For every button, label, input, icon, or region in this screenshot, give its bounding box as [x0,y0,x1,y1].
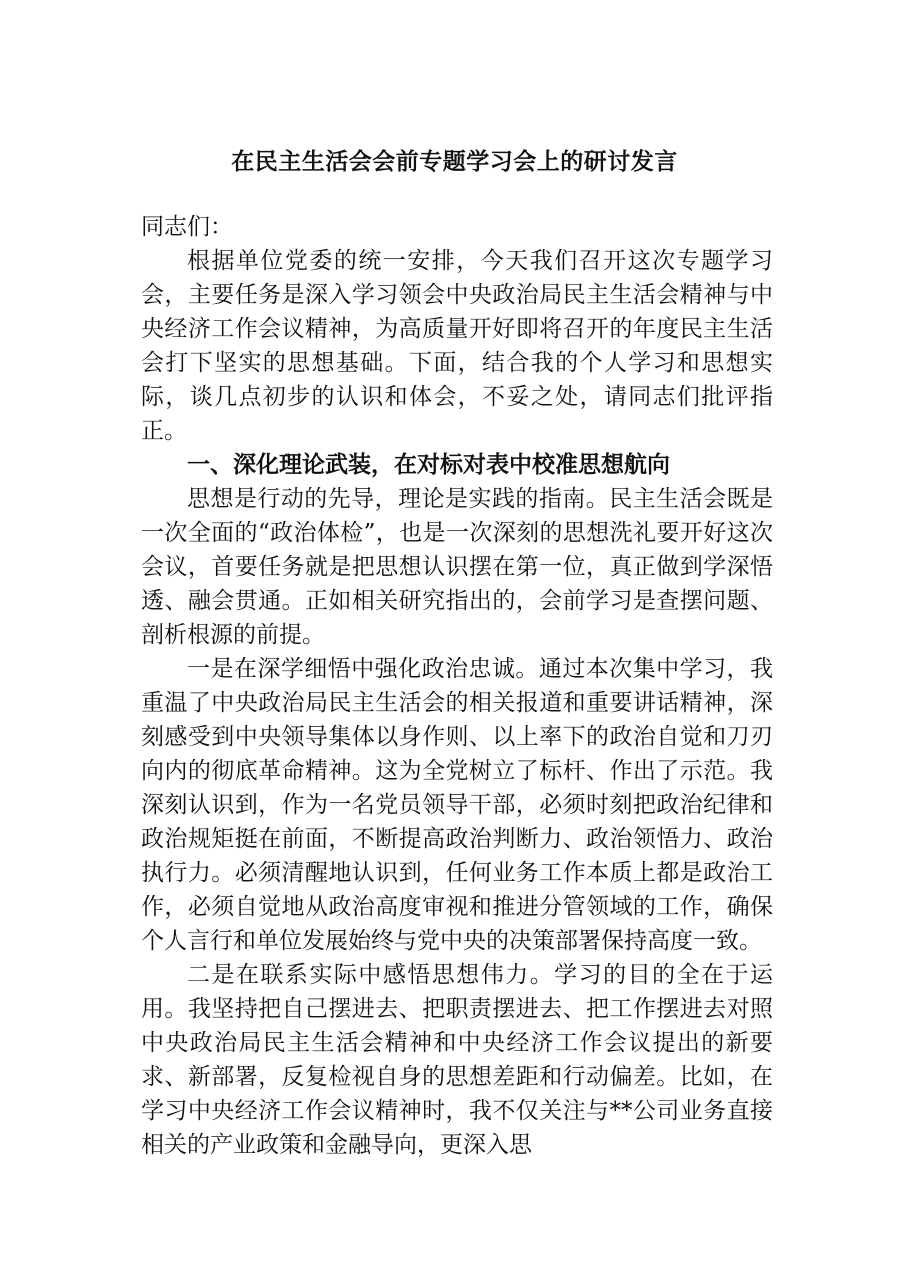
document-body [141,210,773,1162]
body-paragraph: 思想是行动的先导，理论是实践的指南。民主生活会既是一次全面的“政治体检”，也是一次深刻的思想洗礼要开好这次会议，首要任务就是把思想认识摆在第一位，真正做到学深悟透、融会贯通。正如相关研究指出的，会前学习是查摆问题、剖析根源的前提。 [141,486,773,648]
section-heading: 一、深化理论武装，在对标对表中校准思想航向 [187,451,670,478]
salutation: 同志们： [141,214,233,240]
body-paragraph: 二是在联系实际中感悟思想伟力。学习的目的全在于运用。我坚持把自己摆进去、把职责摆进去、把工作摆进去对照中央政治局民主生活会精神和中央经济工作会议提出的新要求、新部署，反复检视自身的思想差距和行动偏差。比如，在学习中央经济工作会议精神时，我不仅关注与**公司业务直接相关的产业政策和金融导向，更深入思 [141,962,773,1158]
intro-paragraph: 根据单位党委的统一安排，今天我们召开这次专题学习会，主要任务是深入学习领会中央政治局民主生活会精神与中央经济工作会议精神，为高质量开好即将召开的年度民主生活会打下坚实的思想基础。下面，结合我的个人学习和思想实际，谈几点初步的认识和体会，不妥之处，请同志们批评指正。 [141,248,773,444]
body-paragraph: 一是在深学细悟中强化政治忠诚。通过本次集中学习，我重温了中央政治局民主生活会的相关报道和重要讲话精神，深刻感受到中央领导集体以身作则、以上率下的政治自觉和刀刃向内的彻底革命精神。这为全党树立了标杆、作出了示范。我深刻认识到，作为一名党员领导干部，必须时刻把政治纪律和政治规矩挺在前面，不断提高政治判断力、政治领悟力、政治执行力。必须清醒地认识到，任何业务工作本质上都是政治工作，必须自觉地从政治高度审视和推进分管领域的工作，确保个人言行和单位发展始终与党中央的决策部署保持高度一致。 [141,656,773,954]
document-title: 在民主生活会会前专题学习会上的研讨发言 [231,148,678,175]
